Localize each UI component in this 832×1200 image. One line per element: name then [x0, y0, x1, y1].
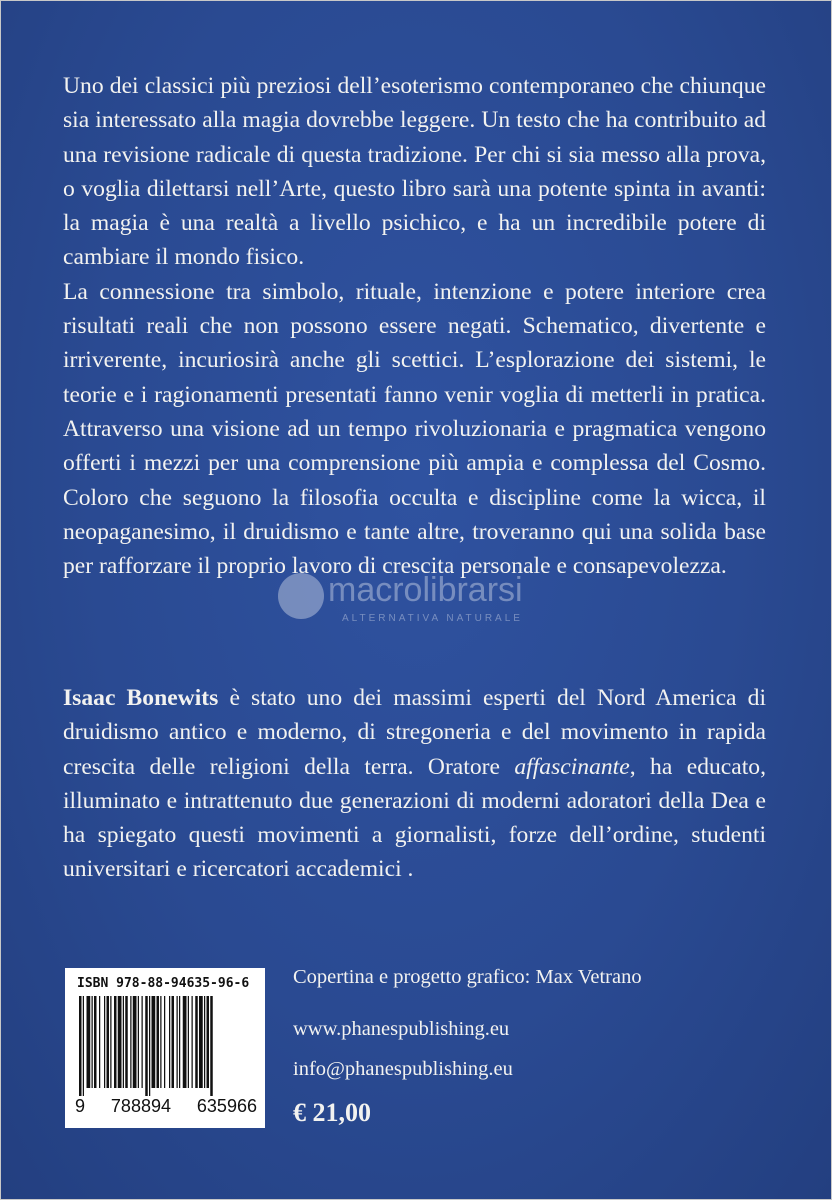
author-bio-paragraph [63, 681, 766, 887]
barcode-digits [75, 1096, 257, 1117]
author-bio-text-2: , ha educato, illuminato e intrattenuto due generazioni di moderni adoratori della Dea e ha spiegato questi movimenti a giornalisti, forze dell’ordine, studenti universitari e ricercatori accademici . [63, 753, 766, 883]
author-bio-text-1: è stato uno dei massimi esperti del Nord America di druidismo antico e moderno, di stregoneria e del movimento in rapida crescita delle religioni della terra. Oratore [63, 685, 766, 780]
watermark-name: macrolibrarsi [328, 571, 523, 609]
blurb-paragraph-1: Uno dei classici più preziosi dell’esoterismo contemporaneo che chiunque sia interessato alla magia dovrebbe leggere. Un testo che ha contribuito ad una revisione radicale di questa tradizione. Per chi si sia messo alla prova, o voglia dilettarsi nell’Arte, questo libro sarà una potente spinta in avanti: la magia è una realtà a livello psichico, e ha un incredibile potere di cambiare il mondo fisico. [63, 73, 766, 271]
cover-design-credit: Copertina e progetto grafico: Max Vetrano [293, 966, 642, 988]
barcode-bars [75, 996, 257, 1096]
barcode-digit-first: 9 [75, 1096, 86, 1116]
author-bio-italic: affascinante [514, 753, 630, 780]
publisher-email[interactable]: info@phanespublishing.eu [293, 1058, 513, 1080]
barcode-digits-left: 788894 [110, 1096, 171, 1116]
barcode-digits-right: 635966 [196, 1096, 257, 1116]
author-name: Isaac Bonewits [63, 685, 219, 711]
watermark-tagline: ALTERNATIVA NATURALE [342, 613, 523, 624]
author-bio [63, 681, 766, 887]
book-price: € 21,00 [293, 1098, 371, 1127]
isbn-barcode [65, 968, 265, 1128]
blurb-paragraph-2: La connessione tra simbolo, rituale, intenzione e potere interiore crea risultati reali che non possono essere negati. Schematico, divertente e irriverente, incuriosirà anche gli scettici. L’esplorazione dei sistemi, le teorie e i ragionamenti presentati fanno venir voglia di metterli in pratica. Attraverso una visione ad un tempo rivoluzionaria e pragmatica vengono offerti i mezzi per una comprensione più ampia e complessa del Cosmo. Coloro che seguono la filosofia occulta e discipline come la wicca, il neopaganesimo, il druidismo e tante altre, troveranno qui una solida base per rafforzare il proprio lavoro di crescita personale e consapevolezza. [63, 278, 766, 580]
publisher-website[interactable]: www.phanespublishing.eu [293, 1018, 510, 1040]
book-blurb [63, 69, 766, 583]
isbn-label: ISBN 978-88-94635-96-6 [77, 976, 250, 991]
